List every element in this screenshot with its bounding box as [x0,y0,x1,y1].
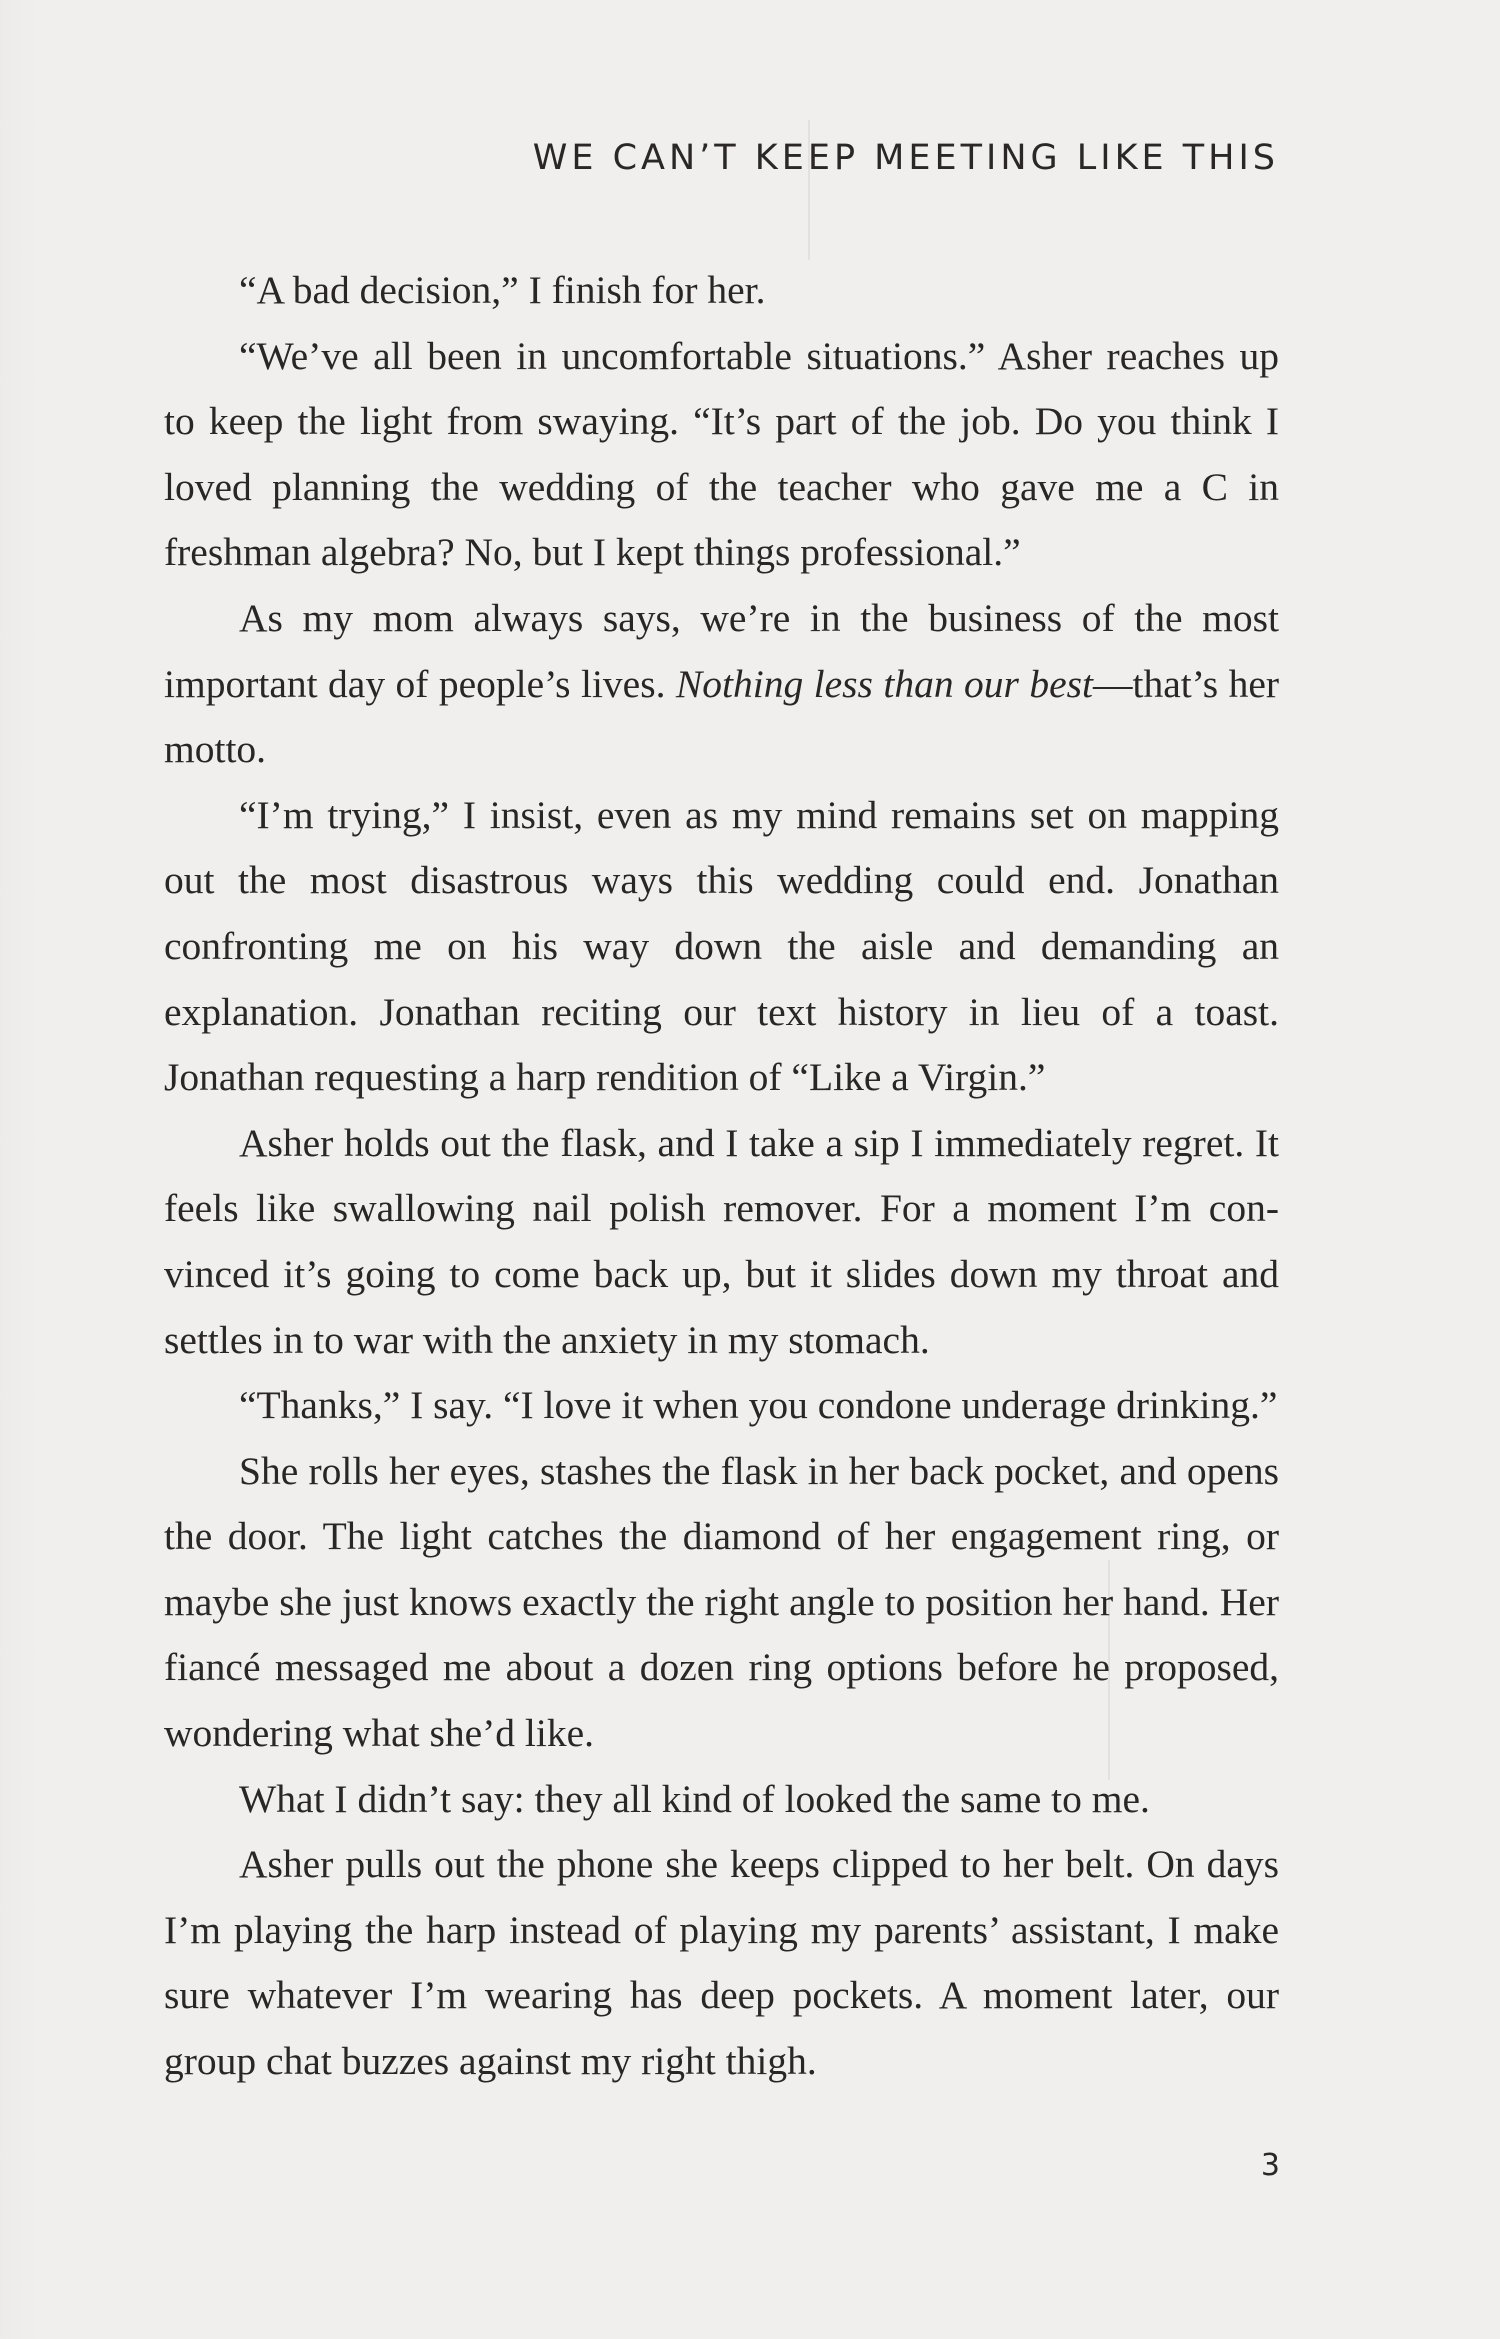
italic-motto: Nothing less than our best [675,661,1094,706]
paragraph: “We’ve all been in uncomfortable situations.” Asher reaches up to keep the light from swaying. “It’s part of the job. Do you think I loved planning the wedding of the teacher who gave me a C in freshman algebra? No, but I kept things professional.” [164,333,1279,575]
body-text [164,258,1279,2095]
paragraph: What I didn’t say: they all kind of looked the same to me. [239,1776,1150,1821]
running-head: WE CAN’T KEEP MEETING LIKE THIS [532,138,1279,178]
paragraph: “I’m trying,” I insist, even as my mind remains set on mapping out the most disastrous ways this wedding could end. Jonathan confronting me on his way down the aisle and demanding an explanation. Jonathan reciting our text history in lieu of a toast. Jonathan requesting a harp rendition of “Like a Virgin.” [164,792,1279,1100]
paragraph: “A bad decision,” I finish for her. [239,268,766,312]
paragraph: She rolls her eyes, stashes the flask in her back pocket, and opens the door. The light catches the diamond of her engagement ring, or maybe she just knows exactly the right angle to position her hand. Her fiancé messaged me about a dozen ring options before he proposed, wondering what she’d like. [164,1448,1279,1756]
paragraph: “Thanks,” I say. “I love it when you condone underage drinking.” [239,1383,1278,1428]
paragraph: Asher pulls out the phone she keeps clipped to her belt. On days I’m playing the harp instead of playing my parents’ assistant, I make sure whatever I’m wearing has deep pockets. A moment later, our group chat buzzes against my right thigh. [164,1842,1279,2084]
page-number: 3 [1260,2148,1280,2183]
paragraph: Asher holds out the flask, and I take a sip I immediately regret. It feels like swallowing nail polish remover. For a moment I’m convinced it’s going to come back up, but it slides down my throat and settles in to war with the anxiety in my stomach. [164,1120,1279,1362]
paragraph: As my mom always says, we’re in the business of the most important day of people’s lives. Nothing less than our best—that’s her motto. [164,595,1280,772]
